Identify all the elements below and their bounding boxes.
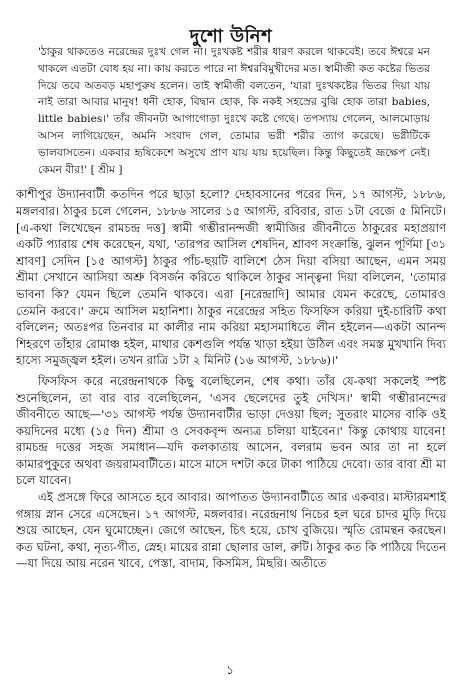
chapter-title: দুশো উনিশ xyxy=(189,26,273,47)
paragraph-3: এই প্রসঙ্গে ফিরে আসতে হবে আবার। আপাতত উদ্যানবাটীতে আর একবার। মাস্টারমশাই গঙ্গায় স্নান সেরে এসেছেন। ১৭ আগস্ট, মঙ্গলবার। নরেন্দ্রনাথ নিচের হল ঘরে চাদর মুড়ি দিয়ে শুয়ে আছেন, যেন ঘুমোচ্ছেন। জেগে আছেন, চিৎ হয়ে, চোখ বুজিয়ে। স্মৃতি রোমন্থন করছেন। কত ঘটনা, কথা, নৃত্য-গীত, স্নেহ। মায়ের রান্না ছোলার ডাল, রুটি। ঠাকুর কত কি পাঠিয়ে দিতেন—যা দিয়ে আয় নরেন খাবে, পেস্তা, বাদাম, কিসমিস, মিছরি। অতীতে xyxy=(16,490,446,571)
page-number: ১ xyxy=(226,663,234,677)
paragraph-1: কাশীপুর উদ্যানবাটী কতদিন পরে ছাড়া হলো? দেহাবসানের পরের দিন, ১৭ আগস্ট, ১৮৮৬, মঙ্গলবার। ঠাকুর চলে গেলেন, ১৮৮৬ সালের ১৫ আগস্ট, রবিবার, রাত ১টা বেজে ৫ মিনিটে। [এ-কথা লিখেছেন রামচন্দ্র দত্ত] স্বামী গম্ভীরানন্দজী স্বামীজির জীবনীতে ঠাকুরের মহাপ্রয়াণ একটি প্যারায় শেষ করেছেন, যথা, 'তারপর আসিল শেষদিন, শ্রাবণ সংক্রান্তি, ঝুলন পূর্ণিমা [৩১ শ্রাবণ] সেদিন [১৫ আগস্ট] ঠাকুর পাঁচ-ছয়টি বালিশে ঠেস দিয়া বসিয়া আছেন, এমন সময় শ্রীমা সেখানে আসিয়া অশ্রু বিসর্জন করিতে থাকিলে ঠাকুর সান্ত্বনা দিয়া বলিলেন, 'তোমার ভাবনা কি? যেমন ছিলে তেমনি থাকবে। এরা [নরেন্দ্রাদি] আমার যেমন করেছে, তোমারও তেমনি করবে।' ক্রমে আসিল মহানিশা। ঠাকুর নরেন্দ্রের সহিত ফিসফিস করিয়া দুই-চারিটি কথা বলিলেন; অতঃপর তিনবার মা কালীর নাম করিয়া মহাসমাধিতে লীন হইলেন—একটা আনন্দ শিহরণে তাঁহার রোমাঞ্চ হইল, মাথার কেশগুলি পর্যন্ত খাড়া হইয়া উঠিল এবং সমস্ত মুখখানি দিব্য হাস্যে সমুজ্জ্বল হইল। তখন রাত্রি ১টা ২ মিনিট (১৬ আগস্ট, ১৮৮৬)।' xyxy=(16,187,446,368)
paragraph-2: ফিসফিস করে নরেন্দ্রনাথকে কিছু বলেছিলেন, শেষ কথা। তাঁর যে-কথা সকলেই স্পষ্ট শুনেছিলেন, তা বার বার বলেছিলেন, 'এসব ছেলেদের তুই দেখিস।' স্বামী গম্ভীরানন্দের জীবনীতে আছে—'৩১ আগস্ট পর্যন্ত উদ্যানবাটীর ভাড়া দেওয়া ছিল; সুতরাং মাসের বাকি ওই কয়দিনের মধ্যে (১৫ দিন) শ্রীমা ও সেবকবৃন্দ অন্যত্র চলিয়া যাইবেন।' কিন্তু কোথায় যাবেন! রামচন্দ্র দত্তের সহজ সমাধান—যদি কলকাতায় আসেন, বলরাম ভবন আর তা না হলে কামারপুকুরে অথবা জয়রামবাটীতে। মাসে মাসে দশটা করে টাকা পাঠিয়ে দেবো। তার বাবা শ্রী মা চলে যাবেন। xyxy=(16,373,446,488)
quote-text: 'ঠাকুর থাকতেও নরেন্দ্রের দুঃখ গেল না। দুঃখকষ্ট শরীর ধারণ করলে থাকবেই। তবে ঈশ্বরে মন থাকলে এতটা বোধ হয় না। কায় করতে পারে না ঈশ্বরবিমুখীদের মত। স্বামীজী কত কষ্টের ভিতর দিয়ে তবে অতবড় মহাপুরুষ হলেন। তাই স্বামীজী বলতেন, 'যারা দুঃখকষ্টের ভিতর দিয়া যায় নাই তারা আবার মানুষ! ধনী হোক, বিদ্বান হোক, কি নকই সহস্রের বুঝি হোক তারা babies, little babies।' তাঁর জীবনটা আগাগোড়া দুঃখে কষ্টে গেছে। তপস্যায় গেলেন, আলমোড়ায় আসন লাগিয়েছেন, অমনি সংবাদ গেল, তোমার ভগ্নী শরীর ত্যাগ করেছে। ভগ্নীটিকে ভালবাসতেন। একবার হৃষিকেশে অসুখে প্রাণ যায় যায় হয়েছিল। কিন্তু কিছুতেই ভ্রূক্ষেপ নেই। কেমন বীর!' xyxy=(38,46,430,176)
epigraph-quote xyxy=(38,44,430,178)
quote-signature: [ শ্রীম ] xyxy=(90,163,123,176)
